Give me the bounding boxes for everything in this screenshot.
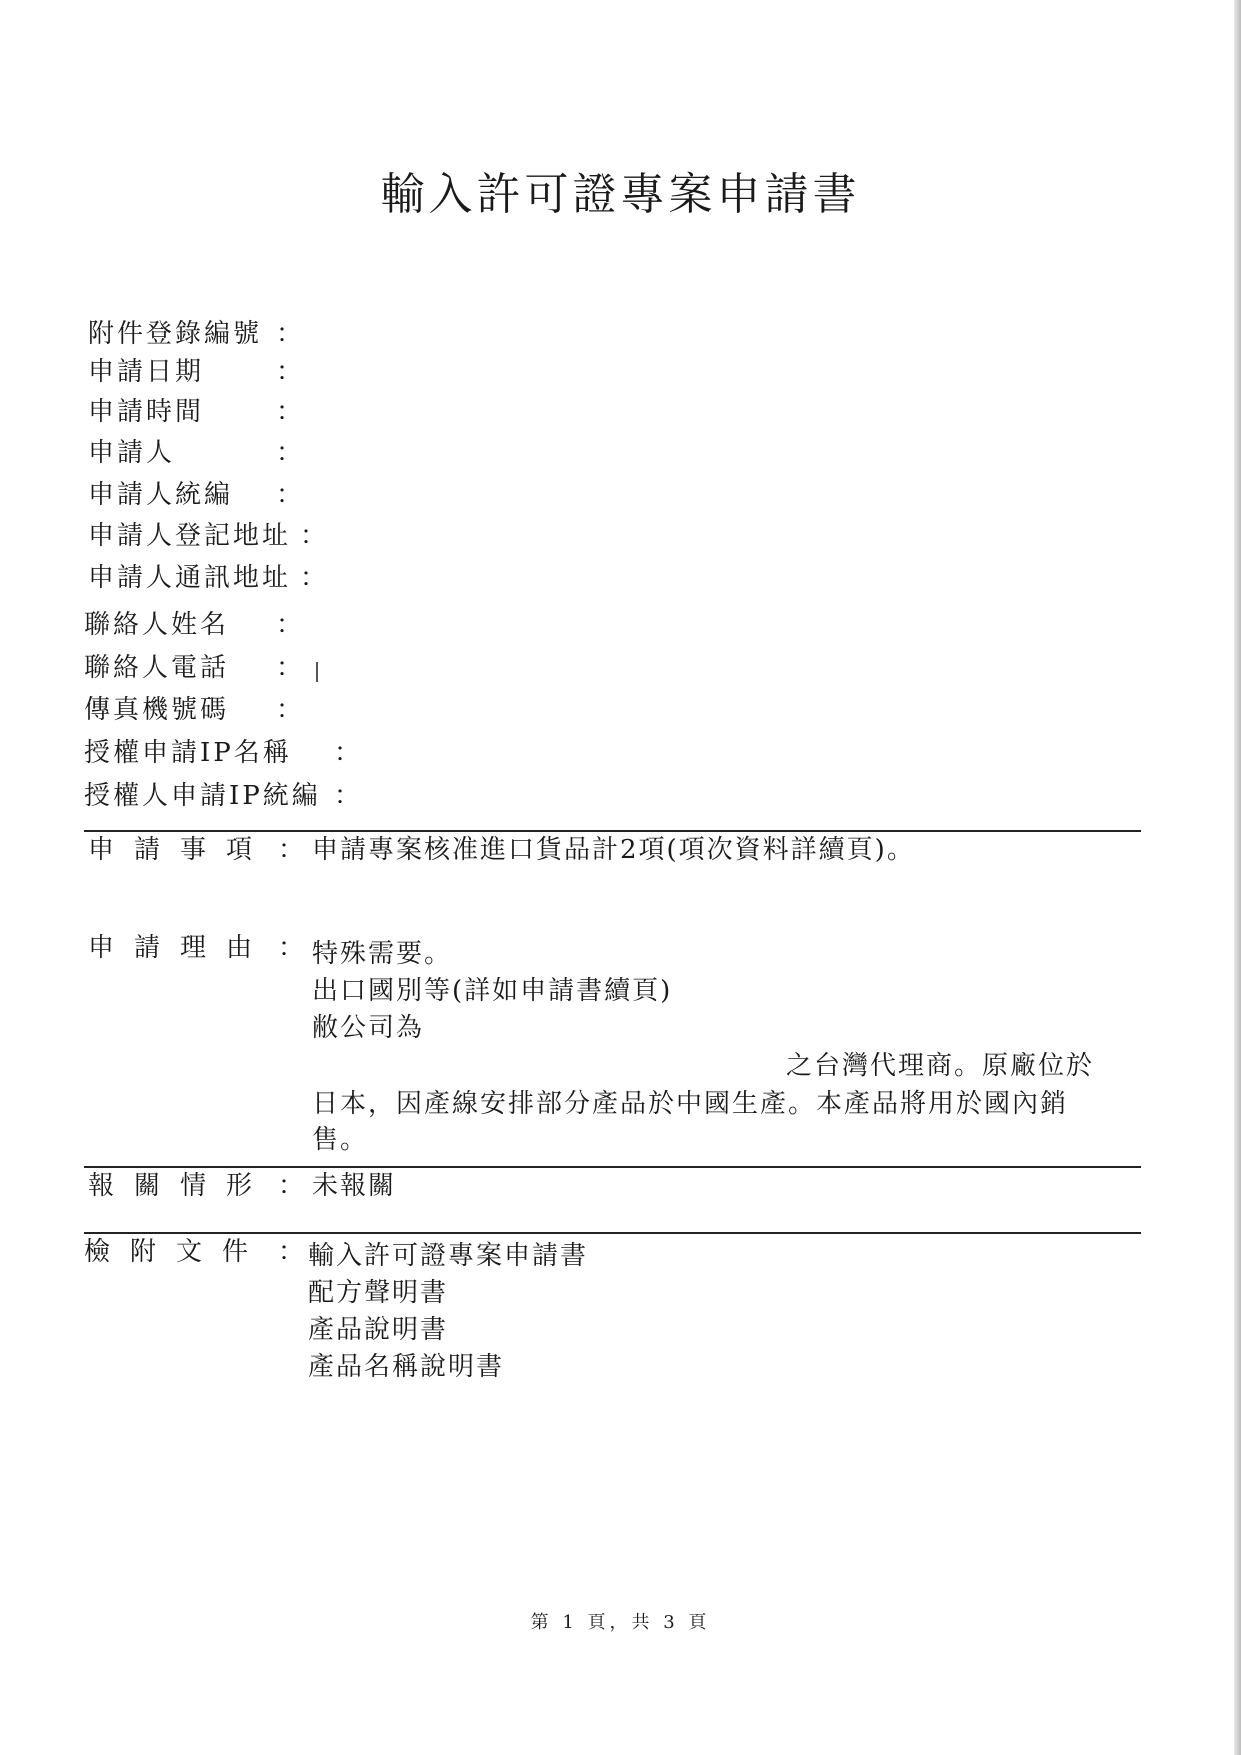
field-colon: ： [276,610,303,640]
section-colon: ： [278,933,305,963]
reason-line: 出口國別等(詳如申請書續頁) [312,976,673,1006]
field-colon: ： [276,319,303,349]
section-colon: ： [278,1237,305,1267]
field-colon: ： [300,563,327,593]
customs-value: 未報關 [312,1171,397,1201]
divider-line [84,830,1141,832]
field-label-application-time: 申請時間 [88,397,205,427]
field-label-registered-address: 申請人登記地址 [88,521,292,551]
section-label-customs: 報關情形 [88,1171,273,1201]
field-colon: ： [276,438,303,468]
attachment-item: 配方聲明書 [308,1278,449,1308]
section-label-attachments: 檢附文件 [84,1237,269,1267]
field-colon: ： [276,653,303,683]
field-label-contact-phone: 聯絡人電話 [84,653,230,683]
field-label-applicant-tax-id: 申請人統編 [88,480,234,510]
reason-line: 之台灣代理商。原廠位於 [786,1051,1095,1081]
divider-line [84,1166,1141,1168]
reason-line: 敝公司為 [312,1013,425,1043]
page-number: 第 1 頁，共 3 頁 [530,1612,711,1633]
scan-edge [1234,0,1241,1755]
field-colon: ： [276,695,303,725]
field-colon: ： [300,521,327,551]
field-colon: ： [276,480,303,510]
attachment-item: 產品說明書 [308,1315,449,1345]
section-colon: ： [278,1171,305,1201]
redaction-mark [316,662,318,682]
field-label-application-date: 申請日期 [88,357,205,387]
reason-line: 日本，因產線安排部分產品於中國生產。本產品將用於國內銷 [312,1089,1069,1119]
reason-line: 特殊需要。 [312,939,453,969]
document-title: 輸入許可證專案申請書 [380,169,861,220]
field-label-mailing-address: 申請人通訊地址 [88,563,292,593]
field-label-authorized-ip-name: 授權申請IP名稱 [84,738,292,768]
field-colon: ： [334,738,361,768]
section-label-application-item: 申請事項 [88,835,273,865]
attachment-item: 產品名稱說明書 [308,1352,505,1382]
field-colon: ： [334,781,361,811]
application-item-value: 申請專案核准進口貨品計2項(項次資料詳續頁)。 [312,835,915,865]
field-label-authorized-ip-tax-id: 授權人申請IP統編 [84,781,321,811]
reason-line: 售。 [312,1125,369,1155]
section-label-reason: 申請理由 [88,933,273,963]
field-colon: ： [276,397,303,427]
attachment-item: 輸入許可證專案申請書 [308,1241,589,1271]
field-label-applicant: 申請人 [88,438,176,468]
field-colon: ： [276,357,303,387]
field-label-contact-name: 聯絡人姓名 [84,610,230,640]
field-label-attachment-number: 附件登錄編號 [88,319,263,349]
section-colon: ： [278,835,305,865]
field-label-fax-number: 傳真機號碼 [84,695,230,725]
divider-line [84,1232,1141,1234]
